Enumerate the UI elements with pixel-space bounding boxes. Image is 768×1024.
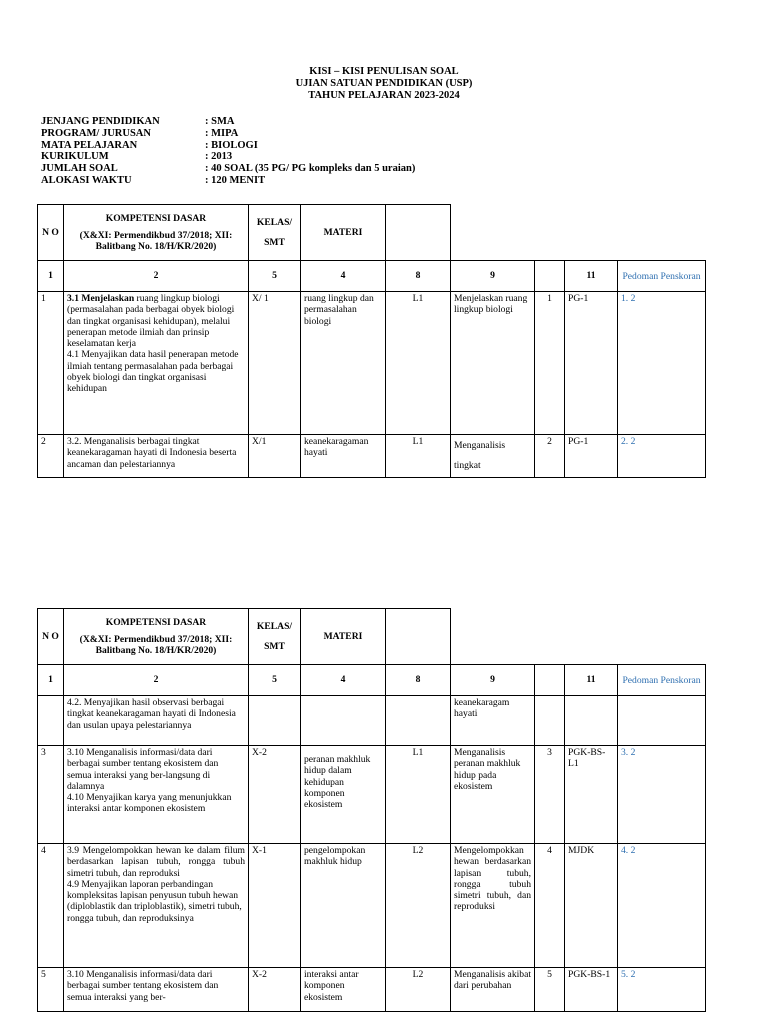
header-row	[38, 205, 706, 261]
table-row	[38, 696, 706, 746]
header-kd	[64, 205, 249, 261]
doc-title-1: KISI – KISI PENULISAN SOAL	[309, 66, 459, 77]
col-num: 11	[565, 261, 618, 292]
row-materi: ruang lingkup dan permasalahan biologi	[301, 292, 386, 435]
row-bentuk: PG-1	[565, 435, 618, 478]
meta-row	[41, 116, 415, 128]
row-indikator: Menganalisis peranan makhluk hidup pada ekosistem	[451, 746, 535, 844]
row-nomor: 1	[535, 292, 565, 435]
row-kelas: X/ 1	[249, 292, 301, 435]
doc-title-3: TAHUN PELAJARAN 2023-2024	[308, 90, 460, 101]
row-no: 2	[38, 435, 64, 478]
row-skor: 4. 2	[618, 844, 706, 968]
row-nomor: 4	[535, 844, 565, 968]
meta-label: JUMLAH SOAL	[41, 163, 118, 175]
header-blank	[386, 609, 451, 665]
col-num: 1	[38, 261, 64, 292]
row-materi: interaksi antar komponen ekosistem	[301, 968, 386, 1012]
meta-value: : 40 SOAL (35 PG/ PG kompleks dan 5 uraian)	[205, 163, 416, 175]
col-num: 1	[38, 665, 64, 696]
meta-row	[41, 151, 415, 163]
row-level: L2	[386, 844, 451, 968]
row-no: 5	[38, 968, 64, 1012]
row-materi: pengelompokan makhluk hidup	[301, 844, 386, 968]
row-kd: 3.10 Menganalisis informasi/data dari berbagai sumber tentang ekosistem dan semua interaksi yang ber-	[64, 968, 249, 1012]
row-no: 4	[38, 844, 64, 968]
meta-value: : 2013	[205, 151, 233, 163]
header-no: N O	[38, 609, 64, 665]
table-row	[38, 746, 706, 844]
row-level: L1	[386, 746, 451, 844]
table-row	[38, 292, 706, 435]
row-nomor: 2	[535, 435, 565, 478]
header-kd-title: KOMPETENSI DASAR	[105, 616, 207, 628]
header-blank	[386, 205, 451, 261]
row-kelas: X-2	[249, 746, 301, 844]
row-bentuk: PG-1	[565, 292, 618, 435]
header-kelas: KELAS/ SMT	[249, 609, 301, 665]
col-num: 5	[249, 665, 301, 696]
meta-row	[41, 128, 415, 140]
header-materi: MATERI	[301, 205, 386, 261]
meta-value: : SMA	[205, 116, 235, 127]
row-bentuk: MJDK	[565, 844, 618, 968]
col-num: 2	[64, 665, 249, 696]
col-num: 9	[451, 261, 535, 292]
col-pedoman: Pedoman Penskoran	[618, 665, 706, 696]
table-row	[38, 968, 706, 1012]
col-num	[535, 665, 565, 696]
row-skor: 1. 2	[618, 292, 706, 435]
meta-label: ALOKASI WAKTU	[41, 174, 132, 186]
header-empty	[451, 609, 706, 665]
row-skor: 2. 2	[618, 435, 706, 478]
meta-label: JENJANG PENDIDIKAN	[41, 116, 160, 127]
meta-value: : MIPA	[205, 127, 239, 139]
row-materi: peranan makhluk hidup dalam kehidupan komponen ekosistem	[301, 746, 386, 844]
row-materi: keanekaragaman hayati	[301, 435, 386, 478]
row-kd-2: 4.9 Menyajikan laporan perbandingan kompleksitas lapisan penyusun tubuh hewan (diploblastik dan triploblastik), simetri tubuh, rongga tubuh, dan reproduksinya	[67, 878, 242, 924]
row-kelas: X-2	[249, 968, 301, 1012]
row-kd: 3.2. Menganalisis berbagai tingkat keanekaragaman hayati di Indonesia beserta ancaman dan pelestariannya	[64, 435, 249, 478]
meta-label: PROGRAM/ JURUSAN	[41, 127, 151, 139]
row-kd	[64, 292, 249, 435]
header-kd-sub: (X&XI: Permendikbud 37/2018; XII: Balitbang No. 18/H/KR/2020)	[79, 229, 233, 253]
row-nomor: 5	[535, 968, 565, 1012]
row-bentuk	[565, 696, 618, 746]
row-kd-1: 3.9 Mengelompokkan hewan ke dalam filum berdasarkan lapisan tubuh, rongga tubuh simetri tubuh, dan reproduksi	[67, 845, 245, 879]
col-num: 2	[64, 261, 249, 292]
row-level: L1	[386, 292, 451, 435]
row-indikator: Menganalisis tingkat	[451, 435, 535, 478]
col-num: 8	[386, 665, 451, 696]
number-row	[38, 665, 706, 696]
header-materi: MATERI	[301, 609, 386, 665]
row-no: 1	[38, 292, 64, 435]
row-nomor	[535, 696, 565, 746]
row-nomor: 3	[535, 746, 565, 844]
meta-value: : 120 MENIT	[205, 174, 266, 186]
row-kd	[64, 746, 249, 844]
number-row	[38, 261, 706, 292]
col-num	[535, 261, 565, 292]
meta-row	[41, 163, 415, 175]
header-empty	[451, 205, 706, 261]
row-no	[38, 696, 64, 746]
row-kd: 4.2. Menyajikan hasil observasi berbagai tingkat keanekaragaman hayati di Indonesia dan usulan upaya pelestariannya	[64, 696, 249, 746]
row-no: 3	[38, 746, 64, 844]
row-indikator: Menjelaskan ruang lingkup biologi	[451, 292, 535, 435]
col-num: 5	[249, 261, 301, 292]
row-kd-bold: 3.1 Menjelaskan	[67, 293, 135, 304]
row-level: L1	[386, 435, 451, 478]
row-indikator: keanekaragam hayati	[451, 696, 535, 746]
row-bentuk: PGK-BS-1	[565, 968, 618, 1012]
doc-title-2: UJIAN SATUAN PENDIDIKAN (USP)	[295, 78, 473, 89]
col-num: 4	[301, 261, 386, 292]
col-pedoman: Pedoman Penskoran	[618, 261, 706, 292]
header-kd-sub: (X&XI: Permendikbud 37/2018; XII: Balitbang No. 18/H/KR/2020)	[79, 633, 233, 657]
col-num: 11	[565, 665, 618, 696]
row-skor: 5. 2	[618, 968, 706, 1012]
row-kd-text: ruang lingkup biologi (permasalahan pada berbagai obyek biologi dan tingkat organisasi kehidupan), melalui penerapan metode ilmiah dan prinsip keselamatan kerja	[67, 293, 235, 350]
row-kd-2: 4.10 Menyajikan karya yang menunjukkan interaksi antar komponen ekosistem	[67, 792, 232, 815]
meta-row	[41, 140, 415, 152]
row-skor	[618, 696, 706, 746]
row-skor: 3. 2	[618, 746, 706, 844]
table-row	[38, 844, 706, 968]
meta-row	[41, 175, 415, 187]
row-kd	[64, 844, 249, 968]
meta-value: : BIOLOGI	[205, 139, 258, 151]
row-indikator: Mengelompokkan hewan berdasarkan lapisan tubuh, rongga tubuh simetri tubuh, dan reproduksi	[451, 844, 535, 968]
kisi-table-2	[37, 608, 706, 1012]
header-no: N O	[38, 205, 64, 261]
row-kelas: X/1	[249, 435, 301, 478]
row-bentuk: PGK-BS-L1	[565, 746, 618, 844]
meta-label: MATA PELAJARAN	[41, 139, 138, 151]
kisi-table-1	[37, 204, 706, 478]
header-kelas: KELAS/ SMT	[249, 205, 301, 261]
col-num: 4	[301, 665, 386, 696]
row-indikator: Menganalisis akibat dari perubahan	[451, 968, 535, 1012]
row-level: L2	[386, 968, 451, 1012]
meta-label: KURIKULUM	[41, 151, 109, 163]
col-num: 9	[451, 665, 535, 696]
row-level	[386, 696, 451, 746]
table-row	[38, 435, 706, 478]
row-kd-1: 3.10 Menganalisis informasi/data dari berbagai sumber tentang ekosistem dan semua interaksi yang ber-langsung di dalamnya	[67, 747, 219, 792]
header-kd-title: KOMPETENSI DASAR	[105, 212, 207, 224]
row-kelas	[249, 696, 301, 746]
meta-block	[41, 116, 415, 187]
header-row	[38, 609, 706, 665]
col-num: 8	[386, 261, 451, 292]
header-kd	[64, 609, 249, 665]
row-kd-2: 4.1 Menyajikan data hasil penerapan metode ilmiah tentang permasalahan pada berbagai obyek biologi dan tingkat organisasi kehidupan	[67, 349, 239, 395]
row-kelas: X-1	[249, 844, 301, 968]
row-materi	[301, 696, 386, 746]
